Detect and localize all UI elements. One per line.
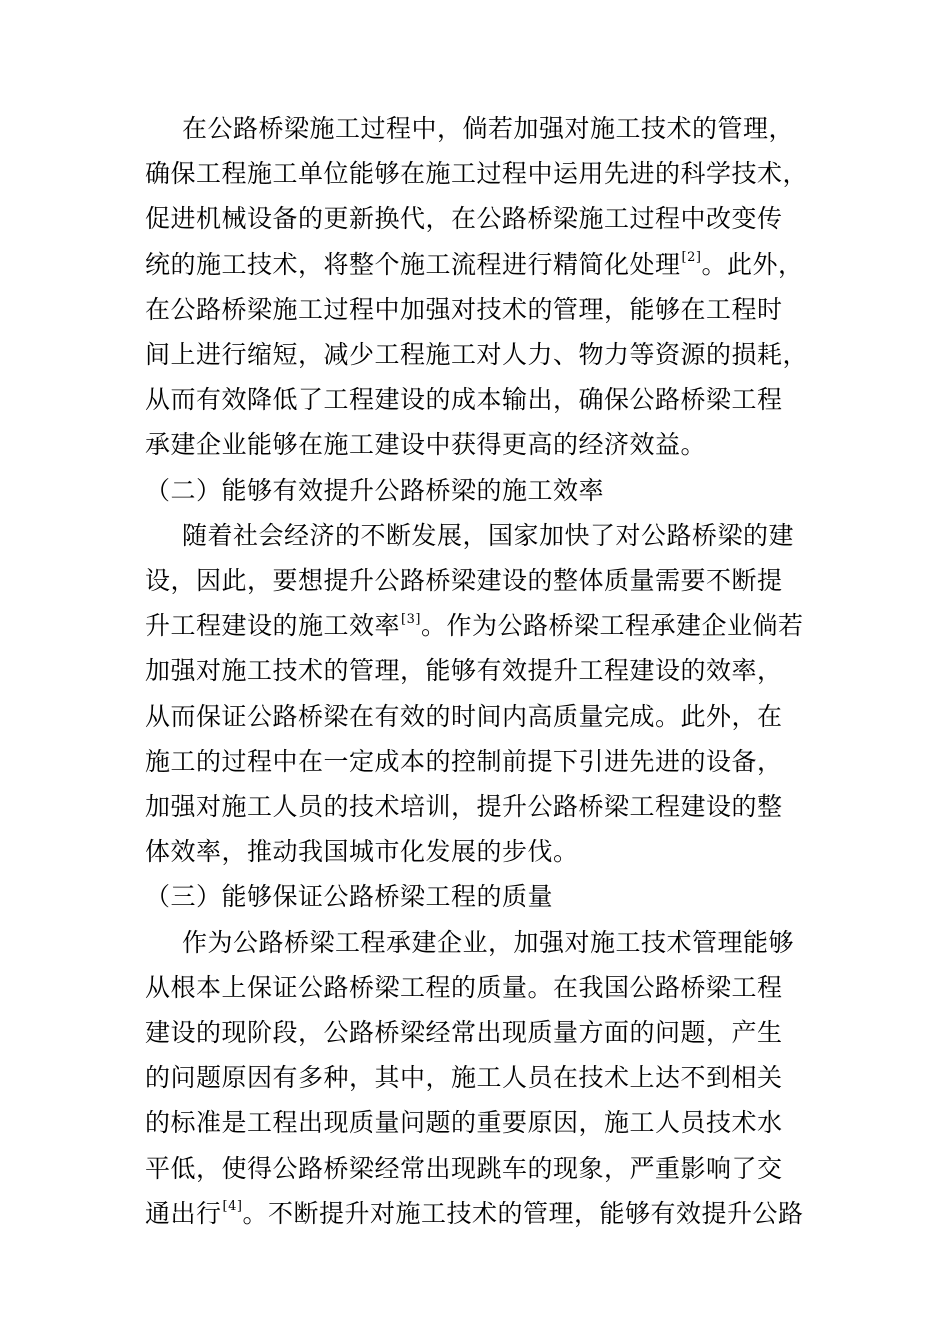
paragraph-line: 随着社会经济的不断发展，国家加快了对公路桥梁的建 [182,520,795,550]
paragraph-line: 施工的过程中在一定成本的控制前提下引进先进的设备， [145,746,783,776]
paragraph-line: 设，因此，要想提升公路桥梁建设的整体质量需要不断提 [145,566,783,595]
paragraph-line: 间上进行缩短，减少工程施工对人力、物力等资源的损耗， [145,340,809,369]
section-heading: （三）能够保证公路桥梁工程的质量 [145,882,554,912]
paragraph-line [145,604,825,648]
line-text: 升工程建设的施工效率 [145,611,401,641]
line-text: 统的施工技术，将整个施工流程进行精简化处理 [145,249,681,279]
paragraph-line: 从根本上保证公路桥梁工程的质量。在我国公路桥梁工程 [145,972,783,1002]
paragraph-line: 从而有效降低了工程建设的成本输出，确保公路桥梁工程 [145,385,783,415]
paragraph-line: 的问题原因有多种，其中，施工人员在技术上达不到相关 [145,1063,783,1093]
paragraph-line: 从而保证公路桥梁在有效的时间内高质量完成。此外，在 [145,701,783,731]
paragraph-line: 加强对施工技术的管理，能够有效提升工程建设的效率， [145,656,783,686]
section-heading: （二）能够有效提升公路桥梁的施工效率 [145,475,605,505]
line-text-after-citation: 。不断提升对施工技术的管理，能够有效提升公路 [242,1198,804,1228]
line-text-after-citation: 。作为公路桥梁工程承建企业倘若 [420,611,804,641]
citation-marker: [2] [681,250,702,266]
line-text: 通出行 [145,1198,222,1228]
paragraph-line: 确保工程施工单位能够在施工过程中运用先进的科学技术， [145,159,809,189]
paragraph-line: 在公路桥梁施工过程中加强对技术的管理，能够在工程时 [145,294,783,324]
paragraph-line: 承建企业能够在施工建设中获得更高的经济效益。 [145,430,707,460]
paragraph-line: 作为公路桥梁工程承建企业，加强对施工技术管理能够 [182,927,795,957]
line-text-after-citation: 。此外， [701,249,804,279]
citation-marker: [4] [222,1199,243,1215]
paragraph-line: 体效率，推动我国城市化发展的步伐。 [145,837,579,867]
paragraph-line: 建设的现阶段，公路桥梁经常出现质量方面的问题，产生 [145,1018,783,1047]
paragraph-line [145,1192,825,1236]
paragraph-line: 在公路桥梁施工过程中，倘若加强对施工技术的管理， [182,114,795,143]
paragraph-line: 加强对施工人员的技术培训，提升公路桥梁工程建设的整 [145,792,783,821]
paragraph-line: 平低，使得公路桥梁经常出现跳车的现象，严重影响了交 [145,1153,783,1183]
citation-marker: [3] [401,611,421,627]
paragraph-line: 的标准是工程出现质量问题的重要原因，施工人员技术水 [145,1108,783,1138]
paragraph-line [145,243,825,287]
paragraph-line: 促进机械设备的更新换代，在公路桥梁施工过程中改变传 [145,204,783,234]
